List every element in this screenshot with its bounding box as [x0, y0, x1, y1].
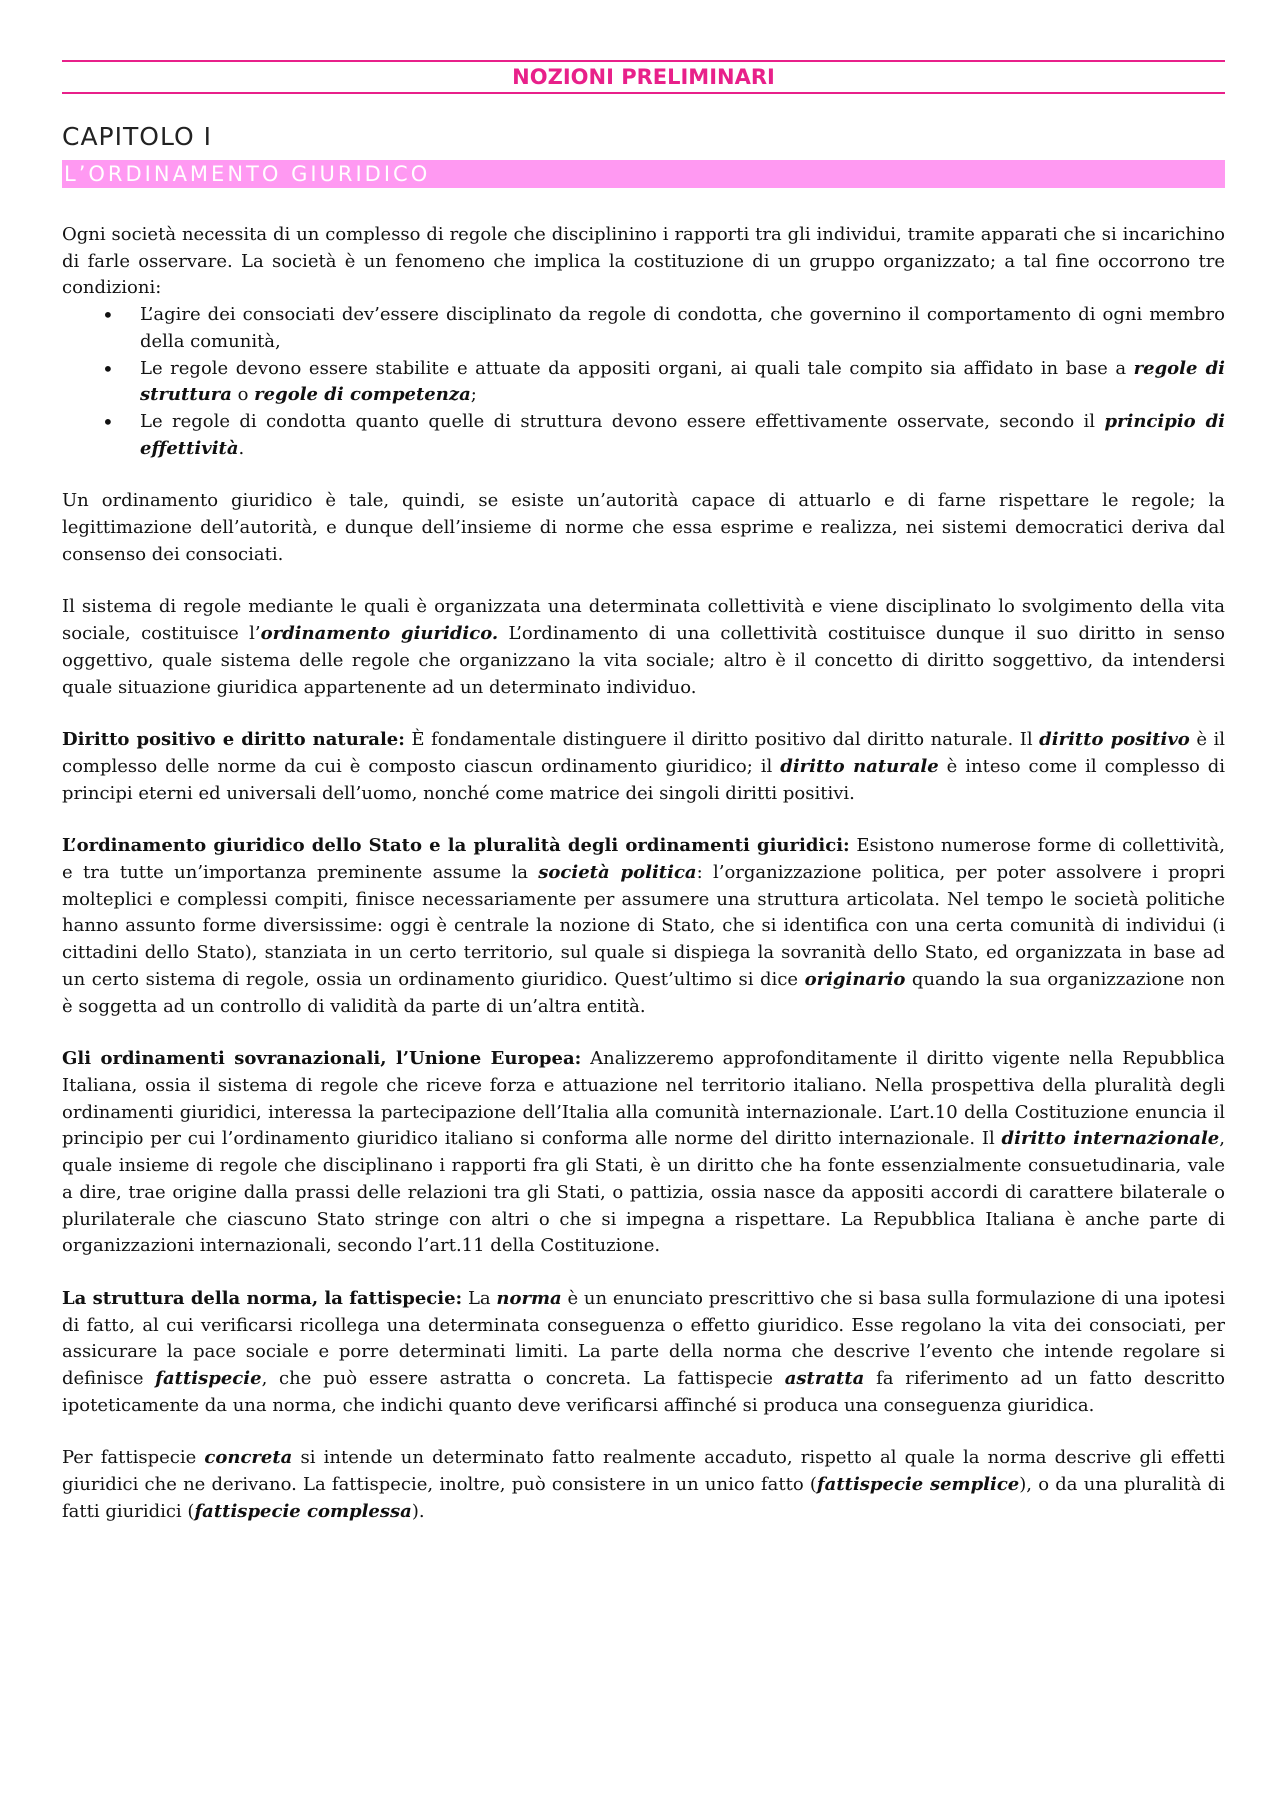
term-norma: norma [496, 1287, 562, 1309]
paragraph-ordinamento: Il sistema di regole mediante le quali è organizzata una determinata collettività e viene disciplinato lo svolgimento della vita sociale, costituisce l’ordinamento giuridico. L’ordinamento di una collettività costituisce dunque il suo diritto in senso oggettivo, quale sistema delle regole che organizzano la vita sociale; altro è il concetto di diritto soggettivo, da intendersi quale situazione giuridica appartenente ad un determinato individuo. [62, 596, 1225, 698]
term-originario: originario [804, 968, 906, 990]
document-page [62, 0, 1225, 1526]
paragraph-diritto-positivo: Diritto positivo e diritto naturale: È fondamentale distinguere il diritto positivo dal diritto naturale. Il diritto positivo è il complesso delle norme da cui è composto ciascun ordinamento giuridico; il diritto naturale è inteso come il complesso di principi eterni ed universali dell’uomo, nonché come matrice dei singoli diritti positivi. [62, 729, 1226, 804]
paragraph-sovranazionali: Gli ordinamenti sovranazionali, l’Unione Europea: Analizzeremo approfonditamente il diritto vigente nella Repubblica Italiana, ossia il sistema di regole che riceve forza e attuazione nel territorio italiano. Nella prospettiva della pluralità degli ordinamenti giuridici, interessa la partecipazione dell’Italia alla comunità internazionale. L’art.10 della Costituzione enuncia il principio per cui l’ordinamento giuridico italiano si conforma alle norme del diritto internazionale. Il diritto internazionale, quale insieme di regole che disciplinano i rapporti fra gli Stati, è un diritto che ha fonte essenzialmente consuetudinaria, vale a dire, trae origine dalla prassi delle relazioni tra gli Stati, o pattizia, ossia nasce da appositi accordi di carattere bilaterale o plurilaterale che ciascuno Stato stringe con altri o che si impegna a rispettare. La Repubblica Italiana è anche parte di organizzazioni internazionali, secondo l’art.11 della Costituzione. [62, 1048, 1225, 1257]
conditions-list [62, 302, 1225, 462]
paragraph-intro: Ogni società necessita di un complesso di regole che disciplinino i rapporti tra gli individui, tramite apparati che si incarichino di farle osservare. La società è un fenomeno che implica la costituzione di un gruppo organizzato; a tal fine occorrono tre condizioni: [62, 224, 1225, 299]
term-diritto-positivo: diritto positivo [1039, 729, 1190, 751]
list-item-text: o [231, 384, 255, 406]
paragraph-fattispecie-concreta: Per fattispecie concreta si intende un determinato fatto realmente accaduto, rispetto al quale la norma descrive gli effetti giuridici che ne derivano. La fattispecie, inoltre, può consistere in un unico fatto (fattispecie semplice), o da una pluralità di fatti giuridici (fattispecie complessa). [62, 1447, 1226, 1522]
list-item [62, 302, 1225, 355]
document-body [62, 222, 1225, 1526]
paragraph-heading: Gli ordinamenti sovranazionali, l’Unione Europea: [62, 1048, 582, 1070]
section-title: NOZIONI PRELIMINARI [512, 65, 775, 89]
paragraph-autorita: Un ordinamento giuridico è tale, quindi, se esiste un’autorità capace di attuarlo e di farne rispettare le regole; la legittimazione dell’autorità, e dunque dell’insieme di norme che essa esprime e realizza, nei sistemi democratici deriva dal consenso dei consociati. [62, 490, 1225, 565]
term-fattispecie: fattispecie [155, 1368, 262, 1390]
list-item [62, 356, 1225, 409]
paragraph-heading: L’ordinamento giuridico dello Stato e la pluralità degli ordinamenti giuridici: [62, 835, 850, 857]
list-item [62, 409, 1225, 462]
term-diritto-naturale: diritto naturale [780, 755, 939, 777]
term-societa-politica: società politica [538, 862, 697, 884]
section-header [62, 60, 1225, 94]
term-ordinamento-giuridico: ordinamento giuridico. [260, 623, 499, 645]
paragraph-stato: L’ordinamento giuridico dello Stato e la pluralità degli ordinamenti giuridici: Esistono numerose forme di collettività, e tra tutte un’importanza preminente assume la società politica: l’organizzazione politica, per poter assolvere i propri molteplici e complessi compiti, finisce necessariamente per assumere una struttura articolata. Nel tempo le società politiche hanno assunto forme diversissime: oggi è centrale la nozione di Stato, che si identifica con una certa comunità di individui (i cittadini dello Stato), stanziata in un certo territorio, sul quale si dispiega la sovranità dello Stato, ed organizzata in base ad un certo sistema di regole, ossia un ordinamento giuridico. Quest’ultimo si dice originario quando la sua organizzazione non è soggetta ad un controllo di validità da parte di un’altra entità. [62, 835, 1225, 1017]
term-fattispecie-semplice: fattispecie semplice [816, 1474, 1020, 1496]
list-item-text: L’agire dei consociati dev’essere disciplinato da regole di condotta, che governino il comportamento di ogni membro della comunità, [140, 304, 1225, 352]
header-bottom-rule [62, 92, 1225, 94]
chapter-subtitle: L’ORDINAMENTO GIURIDICO [62, 160, 1225, 188]
term-principio-di-effettivita: principio di effettività [140, 410, 1226, 459]
term-fattispecie-complessa: fattispecie complessa [194, 1500, 412, 1522]
paragraph-norma: La struttura della norma, la fattispecie: La norma è un enunciato prescrittivo che si basa sulla formulazione di una ipotesi di fatto, al cui verificarsi ricollega una determinata conseguenza o effetto giuridico. Esse regolano la vita dei consociati, per assicurare la pace sociale e porre determinati limiti. La parte della norma che descrive l’evento che intende regolare si definisce fattispecie, che può essere astratta o concreta. La fattispecie astratta fa riferimento ad un fatto descritto ipoteticamente da una norma, che indichi quanto deve verificarsi affinché si produca una conseguenza giuridica. [62, 1287, 1225, 1416]
list-item-text: Le regole di condotta quanto quelle di struttura devono essere effettivamente osservate, secondo il [140, 410, 1105, 432]
paragraph-heading: La struttura della norma, la fattispecie: [62, 1287, 463, 1309]
term-concreta: concreta [204, 1447, 293, 1469]
list-item-text: Le regole devono essere stabilite e attuate da appositi organi, ai quali tale compito sia affidato in base a [140, 357, 1134, 379]
term-regole-di-struttura: regole di struttura [140, 357, 1225, 406]
list-item-text: ; [470, 384, 477, 406]
list-item-text: . [238, 437, 245, 459]
term-regole-di-competenza: regole di competenza [254, 384, 471, 406]
paragraph-heading: Diritto positivo e diritto naturale: [62, 729, 405, 751]
term-diritto-internazionale: diritto internazionale [1001, 1128, 1220, 1150]
term-astratta: astratta [784, 1368, 865, 1390]
chapter-label: CAPITOLO I [62, 122, 212, 151]
